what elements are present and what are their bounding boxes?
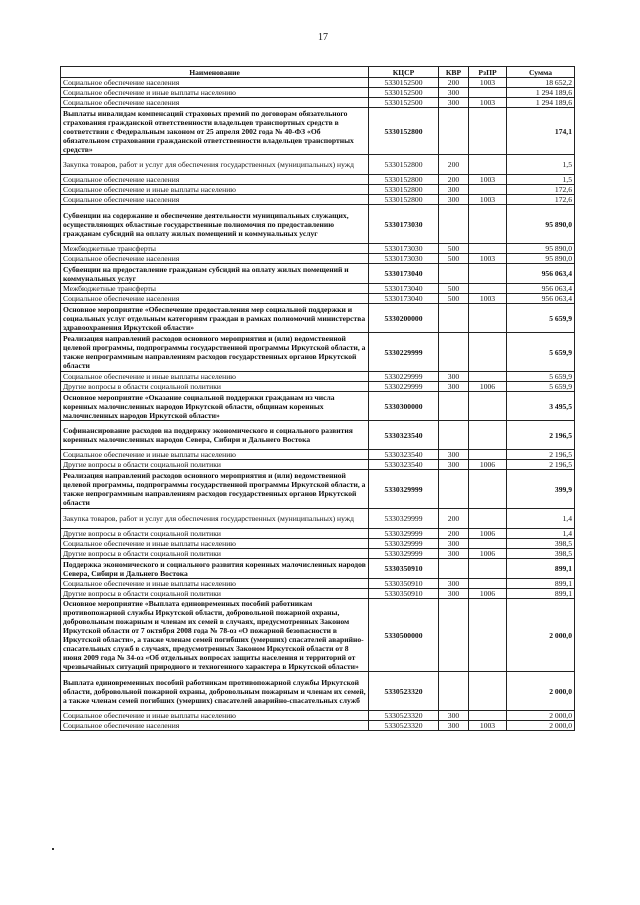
cell-kcsr: 5330152800 xyxy=(369,155,439,175)
cell-rzpr xyxy=(469,244,507,254)
cell-kcsr: 5330173040 xyxy=(369,264,439,284)
cell-kcsr: 5330152800 xyxy=(369,108,439,155)
cell-kvr xyxy=(439,599,469,672)
table-row xyxy=(61,711,575,721)
cell-kcsr: 5330173030 xyxy=(369,205,439,244)
table-row xyxy=(61,175,575,185)
cell-rzpr xyxy=(469,509,507,529)
cell-sum: 956 063,4 xyxy=(507,294,575,304)
cell-sum: 398,5 xyxy=(507,539,575,549)
table-row xyxy=(61,254,575,264)
cell-kvr: 300 xyxy=(439,88,469,98)
cell-sum: 899,1 xyxy=(507,579,575,589)
cell-sum: 2 196,5 xyxy=(507,450,575,460)
header-kvr: КВР xyxy=(439,67,469,78)
cell-name: Социальное обеспечение и иные выплаты населению xyxy=(61,450,369,460)
table-row xyxy=(61,284,575,294)
cell-kvr xyxy=(439,470,469,509)
table-body xyxy=(61,78,575,731)
header-sum: Сумма xyxy=(507,67,575,78)
cell-kcsr: 5330152500 xyxy=(369,98,439,108)
cell-rzpr xyxy=(469,672,507,711)
cell-rzpr: 1003 xyxy=(469,175,507,185)
cell-rzpr xyxy=(469,539,507,549)
cell-sum: 1,5 xyxy=(507,155,575,175)
cell-sum: 5 659,9 xyxy=(507,372,575,382)
cell-kcsr: 5330500000 xyxy=(369,599,439,672)
table-row xyxy=(61,450,575,460)
cell-kvr xyxy=(439,672,469,711)
table-row xyxy=(61,421,575,450)
cell-rzpr xyxy=(469,421,507,450)
cell-kcsr: 5330350910 xyxy=(369,559,439,579)
cell-sum: 2 196,5 xyxy=(507,421,575,450)
cell-kvr: 200 xyxy=(439,175,469,185)
cell-sum: 899,1 xyxy=(507,559,575,579)
cell-rzpr xyxy=(469,185,507,195)
cell-sum: 2 196,5 xyxy=(507,460,575,470)
cell-rzpr xyxy=(469,559,507,579)
table-row xyxy=(61,599,575,672)
cell-sum: 172,6 xyxy=(507,195,575,205)
cell-kcsr: 5330173030 xyxy=(369,244,439,254)
cell-kvr xyxy=(439,264,469,284)
cell-kvr xyxy=(439,333,469,372)
cell-name: Социальное обеспечение населения xyxy=(61,175,369,185)
budget-table xyxy=(60,66,575,731)
cell-kvr: 200 xyxy=(439,509,469,529)
cell-sum: 1,4 xyxy=(507,529,575,539)
table-row xyxy=(61,589,575,599)
cell-name: Другие вопросы в области социальной политики xyxy=(61,382,369,392)
cell-kvr: 200 xyxy=(439,529,469,539)
cell-rzpr xyxy=(469,579,507,589)
cell-sum: 95 890,0 xyxy=(507,205,575,244)
cell-rzpr xyxy=(469,155,507,175)
cell-kcsr: 5330350910 xyxy=(369,589,439,599)
cell-name: Социальное обеспечение и иные выплаты населению xyxy=(61,372,369,382)
table-row xyxy=(61,372,575,382)
cell-sum: 398,5 xyxy=(507,549,575,559)
cell-kvr xyxy=(439,205,469,244)
cell-rzpr xyxy=(469,333,507,372)
cell-kcsr: 5330329999 xyxy=(369,470,439,509)
cell-rzpr xyxy=(469,372,507,382)
table-row xyxy=(61,460,575,470)
table-row xyxy=(61,721,575,731)
cell-sum: 956 063,4 xyxy=(507,264,575,284)
cell-name: Социальное обеспечение населения xyxy=(61,98,369,108)
cell-name: Социальное обеспечение и иные выплаты населению xyxy=(61,88,369,98)
header-rzpr: РзПР xyxy=(469,67,507,78)
cell-kcsr: 5330329999 xyxy=(369,539,439,549)
cell-kvr: 500 xyxy=(439,284,469,294)
cell-name: Основное мероприятие «Оказание социальной поддержки гражданам из числа коренных малочисленных народов Иркутской области, общинам коренных малочисленных народов Иркутской области» xyxy=(61,392,369,421)
table-row xyxy=(61,549,575,559)
table-row xyxy=(61,529,575,539)
cell-kvr: 500 xyxy=(439,254,469,264)
cell-kcsr: 5330152500 xyxy=(369,88,439,98)
cell-kvr xyxy=(439,559,469,579)
cell-name: Социальное обеспечение и иные выплаты населению xyxy=(61,539,369,549)
cell-kvr: 300 xyxy=(439,450,469,460)
cell-name: Субвенции на предоставление гражданам субсидий на оплату жилых помещений и коммунальных услуг xyxy=(61,264,369,284)
cell-kcsr: 5330323540 xyxy=(369,460,439,470)
cell-rzpr: 1006 xyxy=(469,589,507,599)
cell-name: Закупка товаров, работ и услуг для обеспечения государственных (муниципальных) нужд xyxy=(61,155,369,175)
cell-kvr: 300 xyxy=(439,539,469,549)
cell-kcsr: 5330350910 xyxy=(369,579,439,589)
cell-rzpr xyxy=(469,108,507,155)
cell-name: Реализация направлений расходов основного мероприятия и (или) ведомственной целевой программы, подпрограммы государственной программы Иркутской области, а также непрограммным направлениям расходов государственных органов Иркутской области xyxy=(61,470,369,509)
cell-name: Основное мероприятие «Обеспечение предоставления мер социальной поддержки и социальных услуг отдельным категориям граждан в рамках полномочий министерства здравоохранения Иркутской области» xyxy=(61,304,369,333)
cell-name: Социальное обеспечение населения xyxy=(61,195,369,205)
cell-kvr: 500 xyxy=(439,244,469,254)
cell-name: Другие вопросы в области социальной политики xyxy=(61,549,369,559)
cell-rzpr xyxy=(469,88,507,98)
cell-kcsr: 5330329999 xyxy=(369,549,439,559)
cell-rzpr: 1003 xyxy=(469,78,507,88)
table-row xyxy=(61,579,575,589)
table-row xyxy=(61,195,575,205)
cell-kcsr: 5330300000 xyxy=(369,392,439,421)
cell-kcsr: 5330329999 xyxy=(369,509,439,529)
header-name: Наименование xyxy=(61,67,369,78)
cell-kcsr: 5330200000 xyxy=(369,304,439,333)
cell-kcsr: 5330523320 xyxy=(369,721,439,731)
cell-sum: 399,9 xyxy=(507,470,575,509)
cell-kcsr: 5330229999 xyxy=(369,382,439,392)
cell-kcsr: 5330323540 xyxy=(369,450,439,460)
cell-name: Другие вопросы в области социальной политики xyxy=(61,589,369,599)
cell-kcsr: 5330152800 xyxy=(369,175,439,185)
cell-name: Социальное обеспечение и иные выплаты населению xyxy=(61,579,369,589)
cell-kvr: 300 xyxy=(439,98,469,108)
cell-kvr: 300 xyxy=(439,579,469,589)
cell-kcsr: 5330329999 xyxy=(369,529,439,539)
cell-rzpr xyxy=(469,470,507,509)
cell-kvr: 500 xyxy=(439,294,469,304)
cell-sum: 18 652,2 xyxy=(507,78,575,88)
table-row xyxy=(61,185,575,195)
table-row xyxy=(61,509,575,529)
cell-kvr: 300 xyxy=(439,549,469,559)
cell-kvr: 300 xyxy=(439,185,469,195)
table-row xyxy=(61,559,575,579)
cell-kvr: 300 xyxy=(439,589,469,599)
cell-name: Другие вопросы в области социальной политики xyxy=(61,460,369,470)
cell-name: Социальное обеспечение населения xyxy=(61,254,369,264)
table-row xyxy=(61,382,575,392)
cell-kvr: 300 xyxy=(439,372,469,382)
cell-kvr: 200 xyxy=(439,155,469,175)
table-row xyxy=(61,205,575,244)
cell-sum: 2 000,0 xyxy=(507,599,575,672)
table-row xyxy=(61,108,575,155)
cell-rzpr: 1006 xyxy=(469,382,507,392)
cell-name: Поддержка экономического и социального развития коренных малочисленных народов Севера, Сибири и Дальнего Востока xyxy=(61,559,369,579)
cell-sum: 1,4 xyxy=(507,509,575,529)
cell-sum: 3 495,5 xyxy=(507,392,575,421)
cell-rzpr: 1003 xyxy=(469,98,507,108)
cell-name: Социальное обеспечение и иные выплаты населению xyxy=(61,185,369,195)
cell-rzpr: 1003 xyxy=(469,721,507,731)
cell-kcsr: 5330229999 xyxy=(369,333,439,372)
cell-name: Реализация направлений расходов основного мероприятия и (или) ведомственной целевой программы, подпрограммы государственной программы Иркутской области, а также непрограммным направлениям расходов государственных органов Иркутской области xyxy=(61,333,369,372)
table-row xyxy=(61,88,575,98)
cell-kcsr: 5330152800 xyxy=(369,185,439,195)
cell-sum: 2 000,0 xyxy=(507,711,575,721)
cell-sum: 2 000,0 xyxy=(507,672,575,711)
cell-kvr: 300 xyxy=(439,382,469,392)
cell-sum: 1 294 189,6 xyxy=(507,98,575,108)
cell-sum: 95 890,0 xyxy=(507,254,575,264)
cell-rzpr: 1006 xyxy=(469,529,507,539)
cell-name: Субвенции на содержание и обеспечение деятельности муниципальных служащих, осуществляющих областные государственные полномочия по предоставлению гражданам субсидий на оплату жилых помещений и коммунальных услуг xyxy=(61,205,369,244)
cell-sum: 1 294 189,6 xyxy=(507,88,575,98)
cell-rzpr xyxy=(469,392,507,421)
cell-name: Социальное обеспечение и иные выплаты населению xyxy=(61,711,369,721)
cell-sum: 956 063,4 xyxy=(507,284,575,294)
cell-kcsr: 5330523320 xyxy=(369,711,439,721)
table-row xyxy=(61,98,575,108)
cell-name: Социальное обеспечение населения xyxy=(61,78,369,88)
cell-rzpr: 1003 xyxy=(469,195,507,205)
cell-kvr: 300 xyxy=(439,195,469,205)
table-row xyxy=(61,78,575,88)
cell-rzpr xyxy=(469,205,507,244)
cell-sum: 172,6 xyxy=(507,185,575,195)
cell-rzpr: 1003 xyxy=(469,294,507,304)
table-row xyxy=(61,244,575,254)
cell-name: Социальное обеспечение населения xyxy=(61,721,369,731)
cell-rzpr xyxy=(469,711,507,721)
cell-kcsr: 5330523320 xyxy=(369,672,439,711)
cell-kcsr: 5330173040 xyxy=(369,294,439,304)
cell-sum: 5 659,9 xyxy=(507,304,575,333)
cell-name: Выплата единовременных пособий работникам противопожарной службы Иркутской области, добровольной пожарной охраны, добровольным пожарным и членам их семей, а также членам семей погибших (умерших) спасателей аварийно-спасательных служб xyxy=(61,672,369,711)
cell-kcsr: 5330152500 xyxy=(369,78,439,88)
cell-rzpr xyxy=(469,599,507,672)
table-row xyxy=(61,294,575,304)
cell-kvr xyxy=(439,108,469,155)
cell-sum: 899,1 xyxy=(507,589,575,599)
header-kcsr: КЦСР xyxy=(369,67,439,78)
table-row xyxy=(61,470,575,509)
cell-kcsr: 5330229999 xyxy=(369,372,439,382)
table-row xyxy=(61,672,575,711)
cell-kvr: 300 xyxy=(439,721,469,731)
cell-sum: 2 000,0 xyxy=(507,721,575,731)
cell-kcsr: 5330323540 xyxy=(369,421,439,450)
cell-sum: 1,5 xyxy=(507,175,575,185)
cell-rzpr xyxy=(469,284,507,294)
scan-mark xyxy=(52,848,54,850)
table-row xyxy=(61,333,575,372)
cell-sum: 5 659,9 xyxy=(507,382,575,392)
table-row xyxy=(61,264,575,284)
cell-kcsr: 5330152800 xyxy=(369,195,439,205)
cell-kcsr: 5330173040 xyxy=(369,284,439,294)
page-number: 17 xyxy=(318,32,328,43)
cell-rzpr: 1006 xyxy=(469,549,507,559)
cell-sum: 5 659,9 xyxy=(507,333,575,372)
table-row xyxy=(61,155,575,175)
cell-name: Закупка товаров, работ и услуг для обеспечения государственных (муниципальных) нужд xyxy=(61,509,369,529)
cell-name: Социальное обеспечение населения xyxy=(61,294,369,304)
cell-kvr: 300 xyxy=(439,711,469,721)
cell-name: Межбюджетные трансферты xyxy=(61,244,369,254)
cell-kvr: 200 xyxy=(439,78,469,88)
cell-sum: 95 890,0 xyxy=(507,244,575,254)
cell-name: Софинансирование расходов на поддержку экономического и социального развития коренных малочисленных народов Севера, Сибири и Дальнего Востока xyxy=(61,421,369,450)
cell-rzpr: 1003 xyxy=(469,254,507,264)
cell-kcsr: 5330173030 xyxy=(369,254,439,264)
cell-name: Межбюджетные трансферты xyxy=(61,284,369,294)
table-row xyxy=(61,539,575,549)
cell-rzpr xyxy=(469,450,507,460)
cell-name: Другие вопросы в области социальной политики xyxy=(61,529,369,539)
cell-rzpr xyxy=(469,264,507,284)
cell-name: Основное мероприятие «Выплата единовременных пособий работникам противопожарной службы Иркутской области, добровольной пожарной охраны, добровольным пожарным и членам их семей в случаях, предусмотренных Законом Иркутской области от 7 октября 2008 года № 78-оз «О пожарной безопасности в Иркутской области», а также членам семей погибших (умерших) спасателей аварийно-спасательных служб в случаях, предусмотренных Законом Иркутской области от 8 июня 2009 года № 34-оз «Об отдельных вопросах защиты населения и территорий от чрезвычайных ситуаций природного и техногенного характера в Иркутской области» xyxy=(61,599,369,672)
cell-kvr xyxy=(439,304,469,333)
cell-rzpr xyxy=(469,304,507,333)
table-header-row xyxy=(61,67,575,78)
table-row xyxy=(61,304,575,333)
cell-kvr xyxy=(439,392,469,421)
cell-kvr xyxy=(439,421,469,450)
cell-kvr: 300 xyxy=(439,460,469,470)
cell-rzpr: 1006 xyxy=(469,460,507,470)
cell-sum: 174,1 xyxy=(507,108,575,155)
table-row xyxy=(61,392,575,421)
cell-name: Выплаты инвалидам компенсаций страховых премий по договорам обязательного страхования гражданской ответственности владельцев транспортных средств в соответствии с Федеральным законом от 25 апреля 2002 года № 40-ФЗ «Об обязательном страховании гражданской ответственности владельцев транспортных средств» xyxy=(61,108,369,155)
